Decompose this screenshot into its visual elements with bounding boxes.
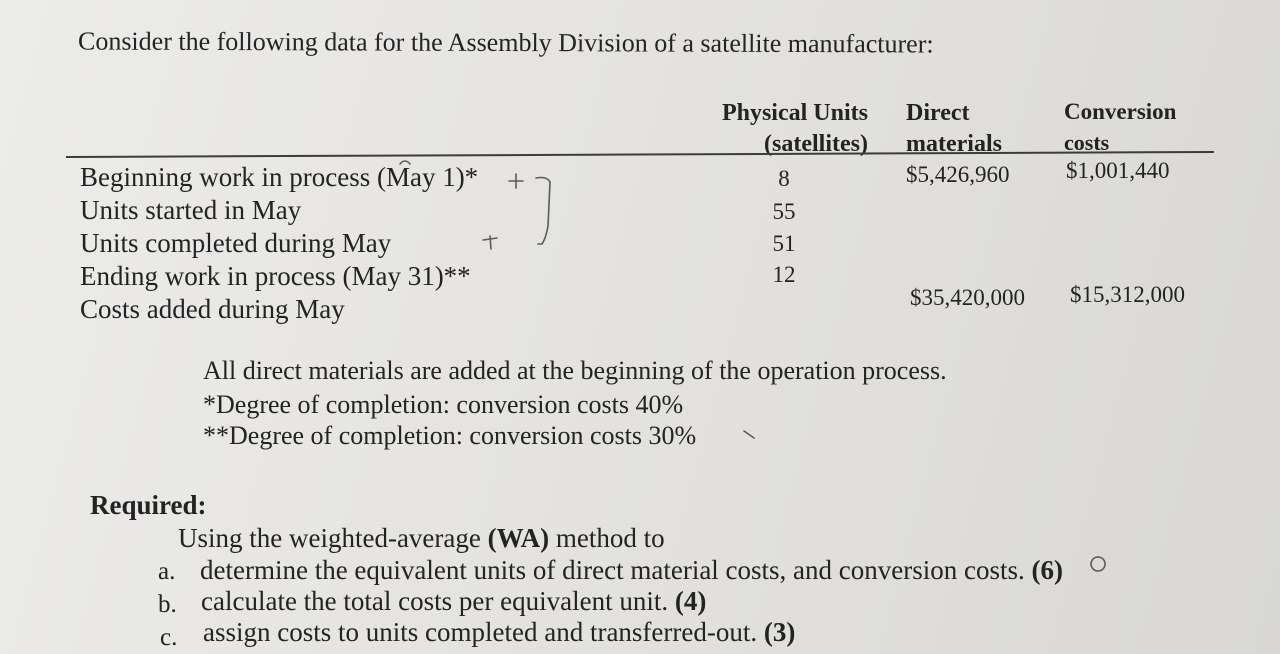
- required-item-a-text: determine the equivalent units of direct material costs, and conversion costs.: [200, 555, 1032, 585]
- intro-sentence: Consider the following data for the Assembly Division of a satellite manufacturer:: [77, 26, 934, 59]
- required-item-b-letter: b.: [158, 591, 177, 618]
- required-item-a-points: (6): [1031, 555, 1063, 585]
- header-physical-units-line1: Physical Units: [721, 100, 868, 126]
- row-label-units-started: Units started in May: [80, 195, 302, 225]
- required-intro-post: method to: [549, 523, 665, 553]
- header-conversion-costs-line1: Conversion: [1064, 99, 1177, 124]
- header-conversion-costs: [1064, 96, 1176, 158]
- table-header-rule: [66, 151, 1214, 158]
- header-physical-units: [716, 98, 868, 160]
- header-direct-materials-line1: Direct: [906, 100, 970, 126]
- cell-units-ending-wip: 12: [772, 262, 796, 287]
- cell-units-beginning-wip: 8: [778, 166, 790, 191]
- required-item-c: [203, 617, 795, 648]
- required-item-a-letter: a.: [158, 558, 176, 585]
- cell-units-started: 55: [772, 199, 796, 224]
- row-label-units-completed: Units completed during May: [80, 228, 392, 258]
- required-item-a: [200, 555, 1063, 586]
- cell-units-completed: 51: [772, 231, 796, 256]
- row-label-ending-wip: Ending work in process (May 31)**: [80, 261, 471, 291]
- row-label-costs-added: Costs added during May: [80, 294, 345, 324]
- header-direct-materials-line2: materials: [906, 131, 1002, 157]
- required-item-b: [201, 586, 706, 617]
- required-intro-method: (WA): [487, 523, 550, 553]
- required-intro-pre: Using the weighted-average: [178, 523, 488, 553]
- cell-dm-costs-added: $35,420,000: [910, 285, 1025, 310]
- cell-dm-beginning-wip: $5,426,960: [906, 162, 1010, 187]
- header-physical-units-line2: (satellites): [764, 131, 868, 157]
- required-item-c-points: (3): [763, 617, 796, 647]
- required-heading: Required:: [90, 490, 207, 520]
- header-conversion-costs-line2: costs: [1064, 130, 1110, 155]
- required-item-c-text: assign costs to units completed and transferred-out.: [203, 617, 764, 647]
- note-direct-materials: All direct materials are added at the beginning of the operation process.: [203, 356, 947, 385]
- required-item-b-text: calculate the total costs per equivalent unit.: [201, 586, 675, 616]
- note-beginning-completion: *Degree of completion: conversion costs 40%: [203, 390, 684, 419]
- note-ending-completion: **Degree of completion: conversion costs 30%: [203, 421, 697, 450]
- required-item-c-letter: c.: [160, 624, 178, 651]
- cell-cc-costs-added: $15,312,000: [1070, 282, 1185, 307]
- header-direct-materials: [906, 98, 1002, 160]
- required-item-b-points: (4): [674, 586, 707, 616]
- cell-cc-beginning-wip: $1,001,440: [1066, 158, 1170, 183]
- required-intro: [178, 523, 665, 554]
- row-label-beginning-wip: Beginning work in process (May 1)*: [80, 162, 479, 192]
